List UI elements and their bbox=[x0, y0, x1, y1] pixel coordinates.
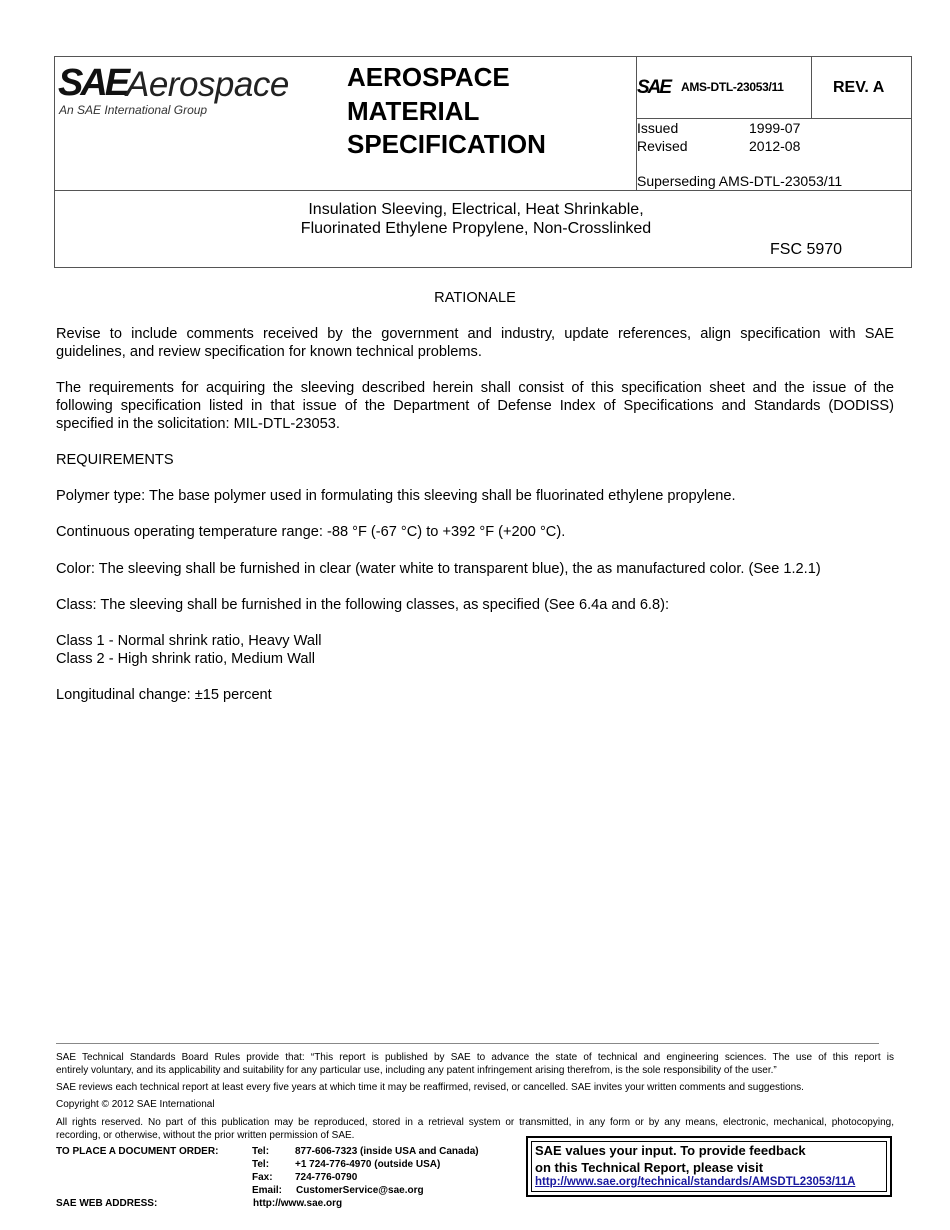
review-note: SAE reviews each technical report at least every five years at which time it may be reaffirmed, revised, or cancelled. SAE invites your written comments and suggestions. bbox=[56, 1082, 804, 1093]
sae-small-logo: SAE bbox=[637, 77, 671, 98]
text-line: entirely voluntary, and its applicability and suitability for any particular use, including any patent infringement arising therefrom, is the sole responsibility of the user.” bbox=[56, 1064, 777, 1076]
divider bbox=[636, 118, 912, 119]
phone-domestic[interactable]: 877-606-7323 (inside USA and Canada) bbox=[295, 1146, 479, 1157]
logo-aerospace-text: Aerospace bbox=[126, 65, 289, 104]
fax-number: 724-776-0790 bbox=[295, 1172, 358, 1183]
document-type-title bbox=[347, 61, 546, 162]
text-line: specified in the solicitation: MIL-DTL-23053. bbox=[56, 416, 340, 432]
text-line: recording, or otherwise, without the prior written permission of SAE. bbox=[56, 1129, 355, 1141]
order-label: TO PLACE A DOCUMENT ORDER: bbox=[56, 1146, 219, 1157]
requirements-heading: REQUIREMENTS bbox=[56, 452, 174, 468]
title-line: SPECIFICATION bbox=[347, 129, 546, 159]
subject-line: Fluorinated Ethylene Propylene, Non-Crosslinked bbox=[300, 220, 652, 237]
tel-label: Tel: bbox=[252, 1159, 270, 1170]
rationale-paragraph bbox=[56, 325, 894, 361]
color-requirement: Color: The sleeving shall be furnished in clear (water white to transparent blue), the as manufactured color. (See 1.2.1) bbox=[56, 561, 821, 577]
rationale-heading: RATIONALE bbox=[434, 290, 516, 306]
board-rules bbox=[56, 1052, 894, 1077]
divider bbox=[55, 190, 912, 191]
text-line: All rights reserved. No part of this publication may be reproduced, stored in a retrieval system or transmitted, in any form or by any means, electronic, mechanical, photocopying, bbox=[56, 1117, 894, 1128]
document-number: AMS-DTL-23053/11 bbox=[681, 80, 784, 94]
revised-label: Revised bbox=[637, 138, 688, 154]
class-intro: Class: The sleeving shall be furnished in the following classes, as specified (See 6.4a and 6.8): bbox=[56, 597, 670, 613]
title-line: MATERIAL bbox=[347, 95, 480, 126]
feedback-link[interactable]: http://www.sae.org/technical/standards/AMSDTL23053/11A bbox=[535, 1176, 856, 1188]
class-2: Class 2 - High shrink ratio, Medium Wall bbox=[56, 651, 315, 667]
text-line: following specification listed in that issue of the Department of Defense Index of Specifications and Standards (DODISS) bbox=[56, 398, 894, 414]
phone-international[interactable]: +1 724-776-4970 (outside USA) bbox=[295, 1159, 441, 1170]
feedback-text: SAE values your input. To provide feedback bbox=[535, 1143, 806, 1158]
sae-aerospace-logo bbox=[58, 62, 318, 118]
feedback-text: on this Technical Report, please visit bbox=[535, 1160, 764, 1175]
logo-sae-mark: SAE bbox=[58, 62, 128, 104]
class-1: Class 1 - Normal shrink ratio, Heavy Wall bbox=[56, 633, 322, 649]
header-box bbox=[54, 56, 912, 268]
acquisition-paragraph bbox=[56, 379, 894, 433]
copyright: Copyright © 2012 SAE International bbox=[56, 1099, 215, 1110]
tel-label: Tel: bbox=[252, 1146, 270, 1157]
fsc-code: FSC 5970 bbox=[770, 241, 843, 258]
web-link[interactable]: http://www.sae.org bbox=[253, 1198, 343, 1209]
text-line: SAE Technical Standards Board Rules provide that: “This report is published by SAE to advance the state of technical and engineering sciences. The use of this report is bbox=[56, 1052, 894, 1063]
text-line: Revise to include comments received by the government and industry, update references, align specification with SAE bbox=[56, 326, 894, 342]
subject-line: Insulation Sleeving, Electrical, Heat Shrinkable, bbox=[308, 201, 644, 218]
text-line: guidelines, and review specification for known technical problems. bbox=[56, 344, 482, 360]
longitudinal-change: Longitudinal change: ±15 percent bbox=[56, 687, 272, 703]
email-link[interactable]: CustomerService@sae.org bbox=[296, 1185, 424, 1196]
footer-rule bbox=[56, 1043, 879, 1044]
feedback-box bbox=[526, 1136, 892, 1197]
fax-label: Fax: bbox=[252, 1172, 273, 1183]
web-label: SAE WEB ADDRESS: bbox=[56, 1198, 158, 1209]
polymer-type: Polymer type: The base polymer used in formulating this sleeving shall be fluorinated ethylene propylene. bbox=[56, 488, 736, 504]
issued-label: Issued bbox=[637, 120, 679, 136]
text-line: The requirements for acquiring the sleeving described herein shall consist of this specification sheet and the issue of the bbox=[56, 380, 894, 396]
revision-label: REV. A bbox=[833, 79, 885, 96]
superseding-note: Superseding AMS-DTL-23053/11 bbox=[637, 173, 843, 189]
revised-date: 2012-08 bbox=[749, 138, 801, 154]
title-line: AEROSPACE bbox=[347, 62, 510, 92]
issued-date: 1999-07 bbox=[749, 120, 801, 136]
temperature-range: Continuous operating temperature range: -88 °F (-67 °C) to +392 °F (+200 °C). bbox=[56, 524, 566, 540]
logo-subtitle: An SAE International Group bbox=[59, 103, 208, 117]
email-label: Email: bbox=[252, 1185, 283, 1196]
divider bbox=[811, 57, 812, 118]
